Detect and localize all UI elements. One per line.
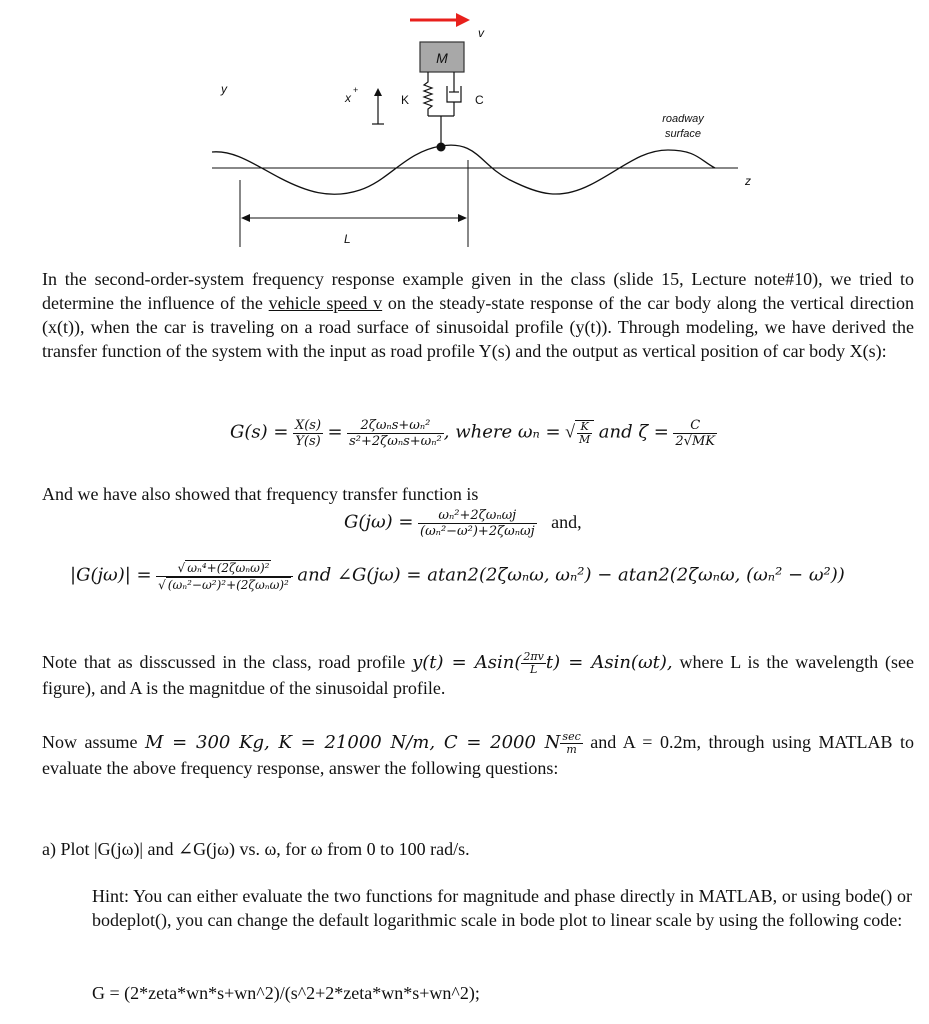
wavelength-dimension-arrow [241,214,467,222]
eq1-zeta-num: C [673,418,717,434]
note-text-1: Note that as disscussed in the class, road profile [42,652,413,672]
wavelength-label: L [344,232,351,246]
speed-arrow [410,13,470,27]
assume-frac-num: sec [562,730,581,744]
eq2-den: (ωₙ²−ω²)+2ζωₙωj [420,524,535,539]
question-a: a) Plot |G(jω)| and ∠G(jω) vs. ω, for ω from 0 to 100 rad/s. [42,839,470,859]
eq3-num: ωₙ⁴+(2ζωₙω)² [187,561,270,575]
note-frac-num: 2πv [523,650,544,664]
eq2-lhs: G(jω) = [344,511,414,533]
assume-text-1: Now assume [42,732,146,752]
eq1-zeta-den: 2√MK [675,434,715,449]
intro-text-1: In the second-order-system frequency response example given in the class (slide 15, Lecture note#10), we tried to determine the influence of the [42,269,914,313]
intro-paragraph [42,267,914,363]
assume-text-2: and A = 0.2m, through using MATLAB to evaluate the above frequency response, answer the following questions: [42,732,914,779]
spring-label: K [401,93,410,107]
freq-intro-text: And we have also showed that frequency transfer function is [42,484,479,504]
spring-icon [424,72,432,116]
speed-label: v [478,26,484,40]
assume-values: M = 300 Kg, K = 21000 N/m, C = 2000 N [145,732,561,753]
transfer-function-equation: G(s) = $\frac{X(s)}{Y(s)}$ = $\frac{\text{2ζωₙs+ωₙ²}}{\text{s²+2ζωₙs+ωₙ²}}$ , where ωₙ = √ $\frac{K}{M}$ and ζ = $\frac{C}{2√MK}$ [230,418,715,449]
note-text-2: where L is the wavelength (see figure), and A is the magnitdue of the sinusoidal profile. [42,652,914,699]
eq1-ratio-num: X(s) [294,418,322,433]
y-axis-label: y [221,82,227,96]
assumption-paragraph [42,730,914,780]
eq3-lhs: |G(jω)| = [70,564,152,586]
frequency-transfer-equation [344,508,582,539]
magnitude-phase-equation: |G(jω)| = $\frac{\text{√ ωₙ⁴+(2ζωₙω)²}}{\text{√ (ωₙ²−ω²)²+(2ζωₙω)²}}$ and ∠G(jω) = atan2(2ζωₙω, ωₙ²) − atan2(2ζωₙω, (ωₙ² − ω²)) [70,561,845,592]
hint-paragraph: Hint: You can either evaluate the two functions for magnitude and phase directly in MATLAB, or using bode() or bodeplot(), you can change the default logarithmic scale in bode plot to linear scale by using the following code: [92,886,912,930]
eq1-ratio-den: Y(s) [295,434,321,449]
mass-label: M [436,50,448,66]
note-expr-1: y(t) = Asin( [412,652,522,673]
eq1-where: , where ωₙ = [443,421,561,443]
x-direction-arrow [372,88,384,124]
roadway-label-line1: roadway [662,113,704,125]
eq1-equals: = [327,421,343,443]
x-plus-sup: + [353,85,359,95]
assume-frac-den: m [566,743,577,757]
damper-icon [447,72,461,116]
x-axis-label: x [345,91,351,105]
roadway-label-line2: surface [664,128,702,140]
eq1-tf-num: 2ζωₙs+ωₙ² [347,418,444,434]
note-expr-2: t) = Asin(ωt), [545,652,673,673]
eq1-lhs: G(s) = [230,421,289,443]
note-frac-den: L [529,663,538,677]
eq1-tf-den: s²+2ζωₙs+ωₙ² [349,434,442,449]
eq1-sqrt-den: M [579,433,591,446]
eq3-den: (ωₙ²−ω²)²+(2ζωₙω)² [167,578,289,592]
eq3-phase: and ∠G(jω) = atan2(2ζωₙω, ωₙ²) − atan2(2ζωₙω, (ωₙ² − ω²)) [297,564,845,586]
eq2-num: ωₙ²+2ζωₙωj [418,508,537,524]
vehicle-speed-underlined: vehicle speed v [268,293,383,313]
quarter-car-figure [0,0,929,260]
eq1-sqrt-num: K [577,421,592,434]
road-profile-curve [212,145,715,194]
eq1-and-zeta: and ζ = [598,421,669,443]
note-paragraph [42,650,914,700]
eq2-tail: and, [551,511,582,532]
z-axis-label: z [745,174,751,188]
intro-text-2: on the steady-state response of the car body along the vertical direction (x(t)), when the car is traveling on a road surface of sinusoidal profile (y(t)). Through modeling, we have derived the transfer function of the system with the input as road profile Y(s) and the output as vertical position of car body X(s): [42,293,914,361]
matlab-code-line: G = (2*zeta*wn*s+wn^2)/(s^2+2*zeta*wn*s+wn^2); [92,983,480,1003]
damper-label: C [475,93,484,107]
